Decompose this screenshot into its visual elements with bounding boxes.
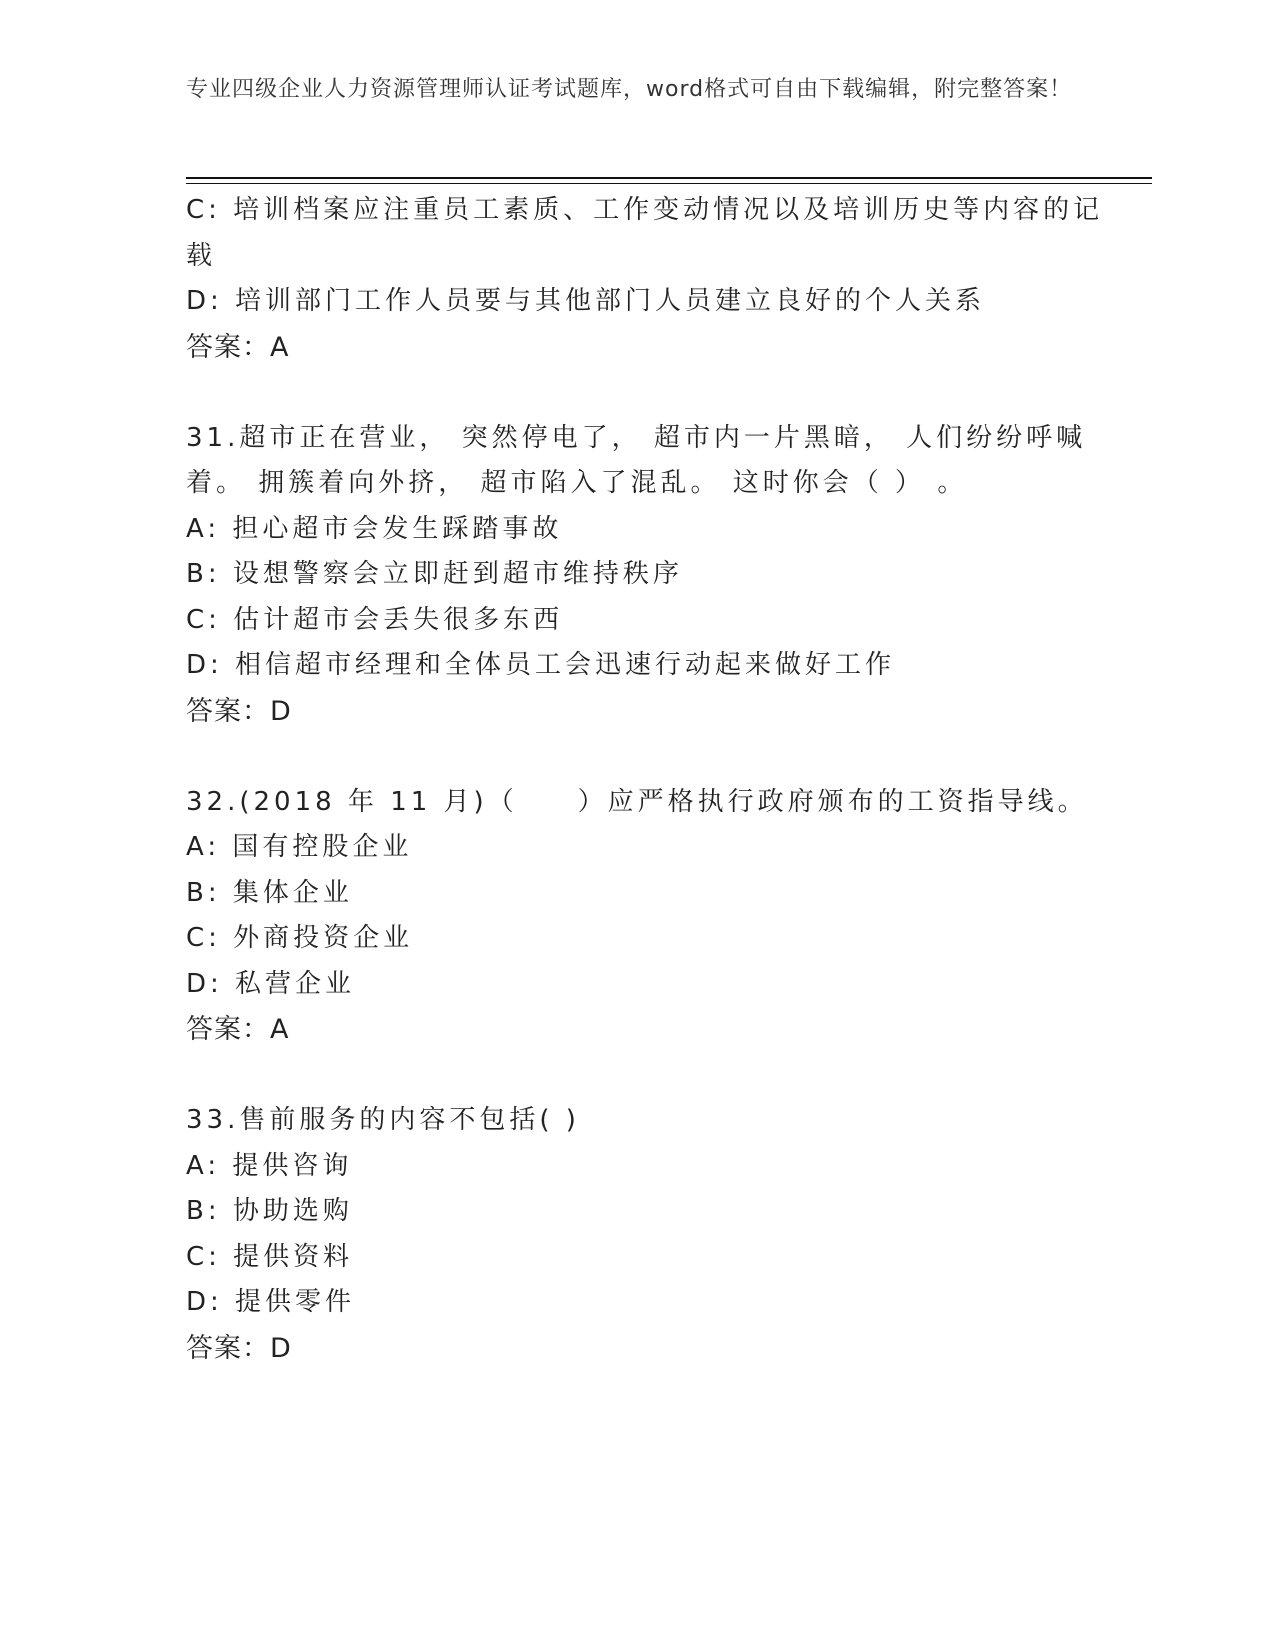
question-32 bbox=[186, 780, 1086, 1053]
answer: 答案：A bbox=[186, 1014, 290, 1045]
option-c: C: 外商投资企业 bbox=[186, 923, 414, 953]
option-c: C: 估计超市会丢失很多东西 bbox=[186, 604, 564, 635]
option-a: A: 担心超市会发生踩踏事故 bbox=[186, 513, 563, 544]
header-divider-thin bbox=[186, 183, 1152, 184]
spacer bbox=[186, 1053, 1086, 1099]
document-header bbox=[186, 74, 1086, 106]
answer: 答案：D bbox=[186, 1332, 292, 1364]
question-stem: 31.超市正在营业， 突然停电了， 超市内一片黑暗， 人们纷纷呼喊 bbox=[186, 422, 1087, 453]
header-text: 专业四级企业人力资源管理师认证考试题库，word格式可自由下载编辑，附完整答案！ bbox=[186, 77, 1073, 102]
option-d: D: 私营企业 bbox=[186, 968, 356, 999]
option-d: D: 提供零件 bbox=[186, 1287, 356, 1317]
option-b: B: 集体企业 bbox=[186, 877, 353, 908]
option-c-continued: 载 bbox=[186, 240, 217, 271]
question-stem-continued: 着。 拥簇着向外挤， 超市陷入了混乱。 这时你会（ ） 。 bbox=[186, 468, 968, 498]
spacer bbox=[186, 370, 1086, 416]
option-b: B: 设想警察会立即赶到超市维持秩序 bbox=[186, 559, 683, 589]
option-a: A: 国有控股企业 bbox=[186, 832, 413, 862]
question-31 bbox=[186, 416, 1086, 735]
spacer bbox=[186, 734, 1086, 780]
option-c: C: 培训档案应注重员工素质、工作变动情况以及培训历史等内容的记 bbox=[186, 195, 1104, 225]
question-stem: 33.售前服务的内容不包括( ) bbox=[186, 1105, 580, 1135]
answer: 答案：D bbox=[186, 695, 292, 727]
question-list bbox=[186, 188, 1104, 1371]
question-stem: 32.(2018 年 11 月)（ ）应严格执行政府颁布的工资指导线。 bbox=[186, 786, 1088, 817]
option-d: D: 培训部门工作人员要与其他部门人员建立良好的个人关系 bbox=[186, 286, 986, 316]
option-c: C: 提供资料 bbox=[186, 1241, 354, 1272]
question-33 bbox=[186, 1098, 1086, 1371]
option-a: A: 提供咨询 bbox=[186, 1150, 353, 1181]
option-b: B: 协助选购 bbox=[186, 1196, 353, 1226]
option-d: D: 相信超市经理和全体员工会迅速行动起来做好工作 bbox=[186, 650, 896, 680]
header-divider-thick bbox=[186, 177, 1152, 179]
answer: 答案：A bbox=[186, 331, 290, 363]
